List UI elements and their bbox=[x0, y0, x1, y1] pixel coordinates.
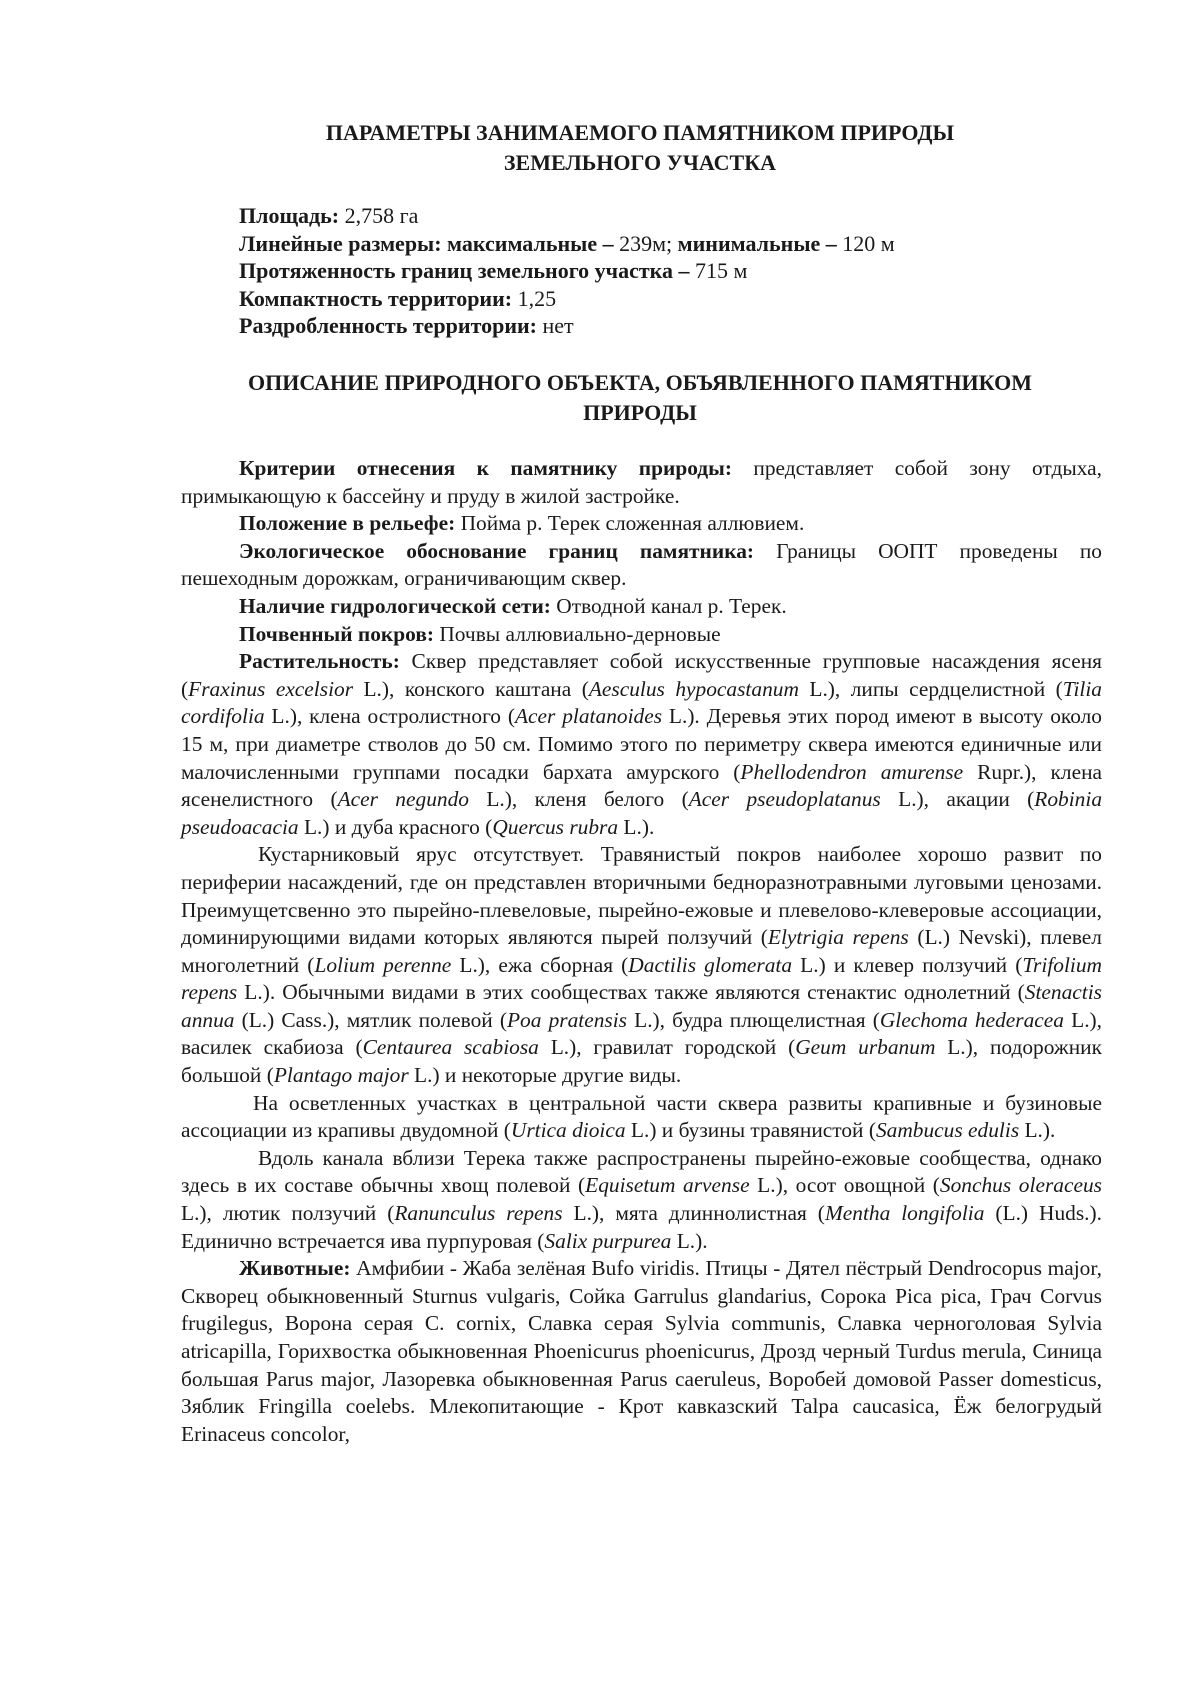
text-run: L.) и клевер ползучий ( bbox=[792, 952, 1023, 977]
species-name: Aesculus hypocastanum bbox=[588, 676, 799, 701]
paragraph-vegetation bbox=[181, 648, 1102, 841]
text-run: L.), конского каштана ( bbox=[353, 676, 589, 701]
paragraph-label: Экологическое обоснование границ памятника: bbox=[239, 538, 755, 563]
species-name: Geum urbanum bbox=[795, 1035, 936, 1060]
species-name: Sambucus edulis bbox=[875, 1118, 1020, 1143]
text-run: L.), кленя белого ( bbox=[468, 787, 689, 812]
text-run: (L.) Cass.), мятлик полевой ( bbox=[234, 1007, 507, 1032]
text-run: На осветленных участках в центральной части сквера развиты крапивные и бузиновые ассоциации из крапивы двудомной ( bbox=[181, 1090, 1102, 1143]
paragraph-label: Животные: bbox=[239, 1256, 351, 1281]
species-name: Lolium perenne bbox=[314, 952, 452, 977]
param-value: 239м; bbox=[613, 230, 673, 256]
paragraph-text: Границы ООПТ проведены по пешеходным дорожкам, ограничивающим сквер. bbox=[181, 538, 1102, 591]
paragraph-shrub-layer bbox=[181, 841, 1102, 1089]
text-run: L.), мята длиннолистная ( bbox=[562, 1201, 825, 1226]
text-run: L.), будра плющелистная ( bbox=[627, 1007, 880, 1032]
heading-line: ПРИРОДЫ bbox=[583, 400, 697, 425]
paragraph-label: Критерии отнесения к памятнику природы: bbox=[239, 456, 732, 480]
text-run: L.) и бузины травянистой ( bbox=[625, 1118, 876, 1143]
text-run: L.), василек скабиоза ( bbox=[181, 1007, 1103, 1060]
species-name: Sonchus oleraceus bbox=[939, 1173, 1102, 1198]
species-name: Urtica dioica bbox=[510, 1118, 626, 1143]
param-label: Линейные размеры: максимальные – bbox=[239, 230, 614, 256]
species-name: Elytrigia repens bbox=[767, 925, 909, 950]
species-name: Trifolium repens bbox=[181, 952, 1102, 1005]
species-name: Ranunculus repens bbox=[394, 1201, 563, 1226]
paragraph-canal-communities bbox=[181, 1145, 1102, 1255]
section-heading-description bbox=[180, 368, 1100, 428]
param-value: 715 м bbox=[689, 258, 748, 283]
text-run: L.), подорожник большой ( bbox=[181, 1035, 1102, 1088]
species-name: Dactilis glomerata bbox=[628, 952, 793, 977]
text-run: L.) и дуба красного ( bbox=[298, 814, 493, 839]
paragraph-label: Растительность: bbox=[239, 649, 400, 674]
species-name: Quercus rubra bbox=[492, 814, 619, 839]
paragraph-text: представляет собой зону отдыха, примыкающую к бассейну и пруду в жилой застройке. bbox=[181, 456, 1102, 508]
heading-line: ОПИСАНИЕ ПРИРОДНОГО ОБЪЕКТА, ОБЪЯВЛЕННОГО ПАМЯТНИКОМ bbox=[248, 370, 1032, 395]
species-name: Stenactis annua bbox=[181, 980, 1102, 1032]
species-name: Mentha longifolia bbox=[824, 1201, 985, 1226]
paragraph-text: Пойма р. Терек сложенная аллювием. bbox=[455, 511, 805, 536]
paragraph-text: Отводной канал р. Терек. bbox=[550, 593, 787, 618]
text-run: L.) и некоторые другие виды. bbox=[408, 1063, 682, 1088]
species-name: Centaurea scabiosa bbox=[362, 1035, 539, 1060]
paragraph-text: Амфибии - Жаба зелёная Bufo viridis. Птицы - Дятел пёстрый Dendrocopus major, Скворец обыкновенный Sturnus vulgaris, Сойка Garrulus glandarius, Сорока Pica pica, Грач Corvus frugilegus, Ворона серая C. cornix, Славка серая Sylvia communis, Славка черноголовая Sylvia atricapilla, Горихвостка обыкновенная Phoenicurus phoenicurus, Дрозд черный Turdus merula, Синица большая Parus major, Лазоревка обыкновенная Parus caeruleus, Воробей домовой Passer domesticus, Зяблик Fringilla coelebs. Млекопитающие - Крот кавказский Talpa caucasica, Ёж белогрудый Erinaceus concolor, bbox=[181, 1256, 1102, 1446]
species-name: Acer pseudoplatanus bbox=[688, 787, 881, 812]
param-value: 1,25 bbox=[512, 285, 557, 311]
text-run: (L.) Huds.). Единично встречается ива пурпуровая ( bbox=[181, 1201, 1102, 1253]
text-run: L.), лютик ползучий ( bbox=[181, 1201, 395, 1226]
text-run: L.), гравилат городской ( bbox=[538, 1035, 796, 1060]
param-label: Площадь: bbox=[239, 203, 340, 228]
param-value: 120 м bbox=[836, 230, 895, 256]
paragraph-hydrology bbox=[181, 593, 1102, 621]
text-run: Rupr.), клена ясенелистного ( bbox=[181, 759, 1103, 812]
paragraph-soil bbox=[181, 621, 1102, 649]
param-value: 2,758 га bbox=[339, 203, 419, 228]
paragraph-label: Почвенный покров: bbox=[239, 621, 434, 646]
param-compactness bbox=[239, 285, 1099, 313]
section-heading-parameters bbox=[180, 118, 1100, 178]
paragraph-relief bbox=[181, 510, 1102, 538]
param-border-length bbox=[239, 257, 1099, 285]
param-label: Компактность территории: bbox=[239, 285, 513, 311]
text-run: L.). bbox=[1019, 1118, 1056, 1143]
param-label: Протяженность границ земельного участка – bbox=[239, 258, 690, 283]
text-run: L.). bbox=[618, 814, 655, 839]
text-run: L.), ежа сборная ( bbox=[451, 952, 629, 977]
species-name: Poa pratensis bbox=[506, 1007, 628, 1032]
species-name: Fraxinus excelsior bbox=[188, 676, 354, 701]
species-name: Acer negundo bbox=[337, 787, 469, 812]
heading-line: ПАРАМЕТРЫ ЗАНИМАЕМОГО ПАМЯТНИКОМ ПРИРОДЫ bbox=[325, 120, 955, 145]
paragraph-text: Почвы аллювиально-дерновые bbox=[434, 621, 721, 646]
param-dimensions bbox=[239, 230, 1099, 258]
param-fragmentation bbox=[239, 312, 1099, 340]
text-run: L.), клена остролистного ( bbox=[264, 704, 515, 729]
paragraph-label: Наличие гидрологической сети: bbox=[239, 593, 551, 618]
text-run: L.). bbox=[671, 1228, 708, 1253]
description-body bbox=[181, 455, 1102, 1448]
param-area bbox=[239, 202, 1099, 230]
text-run: (L.) Nevski), плевел многолетний ( bbox=[181, 925, 1102, 977]
species-name: Plantago major bbox=[273, 1063, 409, 1088]
param-label: Раздробленность территории: bbox=[239, 313, 538, 338]
text-run: Кустарниковый ярус отсутствует. Травянистый покров наиболее хорошо развит по периферии насаждений, где он представлен вторичными бедноразнотравными луговыми ценозами. Преимущетсвенно это пырейно-плевеловые, пырейно-ежовые и плевелово-клеверовые ассоциации, доминирующими видами которых являются пырей ползучий ( bbox=[181, 842, 1102, 950]
text-run: L.). Обычными видами в этих сообществах также являются стенактис однолетний ( bbox=[237, 980, 1025, 1005]
text-run: L.), липы сердцелистной ( bbox=[798, 676, 1063, 701]
species-name: Tilia cordifolia bbox=[181, 676, 1102, 729]
param-label: минимальные – bbox=[672, 230, 837, 256]
species-name: Phellodendron amurense bbox=[740, 759, 964, 784]
heading-line: ЗЕМЕЛЬНОГО УЧАСТКА bbox=[503, 150, 777, 175]
species-name: Salix purpurea bbox=[544, 1228, 672, 1253]
paragraph-label: Положение в рельефе: bbox=[239, 511, 456, 536]
text-run: L.). Деревья этих пород имеют в высоту около 15 м, при диаметре стволов до 50 см. Помимо этого по периметру сквера имеются единичные или малочисленными группами посадки бархата амурского ( bbox=[181, 704, 1103, 784]
parameters-list bbox=[239, 202, 1099, 340]
text-run: L.), осот овощной ( bbox=[749, 1173, 940, 1198]
text-run: L.), акации ( bbox=[880, 787, 1035, 812]
text-run: Сквер представляет собой искусственные групповые насаждения ясеня ( bbox=[181, 649, 1102, 701]
species-name: Glechoma hederacea bbox=[879, 1007, 1064, 1032]
paragraph-criteria bbox=[181, 455, 1102, 510]
text-run: Вдоль канала вблизи Терека также распространены пырейно-ежовые сообщества, однако здесь в их составе обычны хвощ полевой ( bbox=[181, 1145, 1102, 1198]
paragraph-nettle-associations bbox=[181, 1090, 1102, 1145]
species-name: Robinia pseudoacacia bbox=[181, 787, 1103, 839]
param-value: нет bbox=[537, 313, 574, 338]
species-name: Acer platanoides bbox=[514, 704, 663, 729]
paragraph-animals bbox=[181, 1255, 1102, 1448]
species-name: Equisetum arvense bbox=[585, 1173, 750, 1198]
paragraph-eco-justification bbox=[181, 538, 1102, 593]
